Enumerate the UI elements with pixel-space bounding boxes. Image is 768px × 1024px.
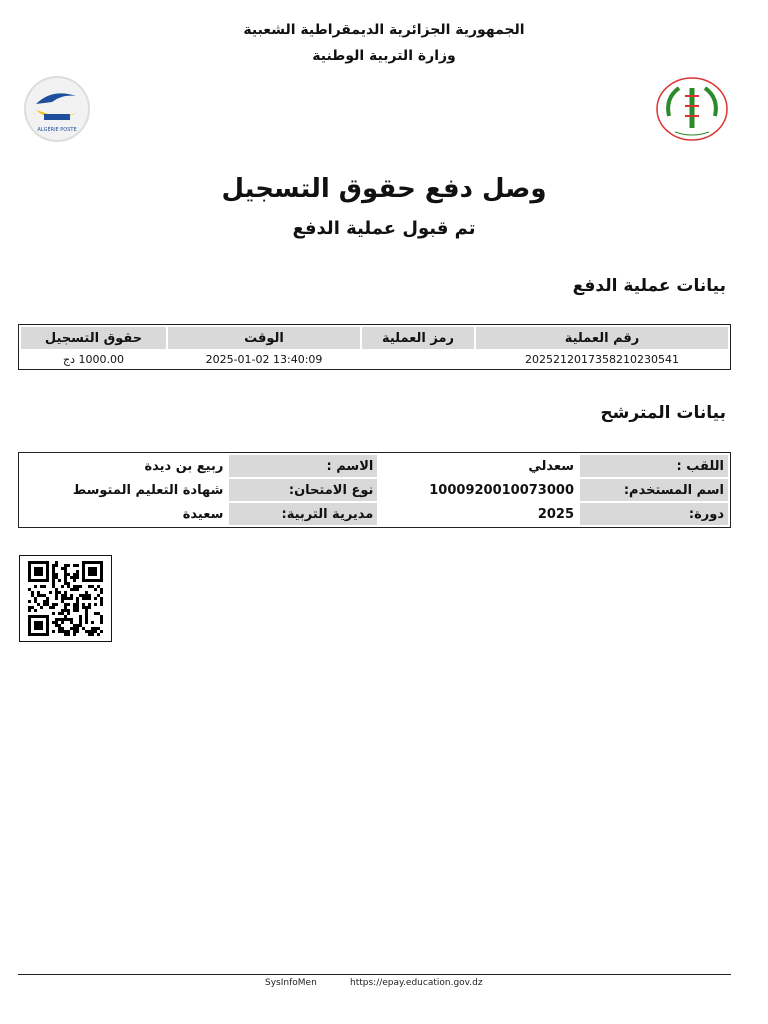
cell-operation-code — [362, 351, 474, 367]
col-time: الوقت — [168, 327, 360, 349]
algerie-poste-text: ALGÉRIE POSTE — [37, 127, 77, 133]
candidate-table — [18, 452, 731, 528]
value-surname: سعدلي — [528, 458, 574, 474]
col-operation-code: رمز العملية — [362, 327, 474, 349]
table-row — [21, 503, 728, 525]
col-registration-fee: حقوق التسجيل — [21, 327, 166, 349]
footer-url[interactable]: https://epay.education.gov.dz — [350, 978, 483, 988]
label-exam-type: نوع الامتحان: — [229, 479, 377, 501]
payment-section-title: بيانات عملية الدفع — [572, 276, 726, 296]
candidate-section-title: بيانات المترشح — [600, 403, 726, 423]
algerie-poste-logo — [22, 76, 92, 142]
qr-code-icon — [19, 555, 112, 642]
header-country: الجمهورية الجزائرية الديمقراطية الشعبية — [243, 22, 525, 38]
table-header-row — [21, 327, 728, 349]
label-username: اسم المستخدم: — [580, 479, 728, 501]
value-session: 2025 — [537, 506, 574, 522]
cell-operation-number: 20252120173582102305​41 — [525, 352, 679, 366]
payment-table — [18, 324, 731, 370]
label-session: دورة: — [580, 503, 728, 525]
onec-logo — [655, 76, 729, 142]
label-surname: اللقب : — [580, 455, 728, 477]
value-first-name: ربيع بن ديدة — [144, 458, 224, 474]
table-row — [21, 479, 728, 501]
col-operation-number: رقم العملية — [476, 327, 728, 349]
cell-registration-fee: 1000.00 دج — [63, 352, 124, 366]
page-subtitle: تم قبول عملية الدفع — [292, 218, 476, 239]
table-row — [21, 351, 728, 367]
value-exam-type: شهادة التعليم المتوسط — [72, 482, 224, 498]
value-username: 1000920010073000 — [429, 482, 574, 498]
table-row — [21, 455, 728, 477]
page-title: وصل دفع حقوق التسجيل — [221, 174, 547, 204]
value-directorate: سعيدة — [182, 506, 224, 522]
footer-system: SysInfoMen — [265, 978, 317, 988]
label-first-name: الاسم : — [229, 455, 377, 477]
header-ministry: وزارة التربية الوطنية — [312, 48, 456, 64]
cell-time: 13:40:09 2025-01-02 — [205, 352, 323, 366]
footer-divider — [18, 974, 731, 975]
label-directorate: مديرية التربية: — [229, 503, 377, 525]
